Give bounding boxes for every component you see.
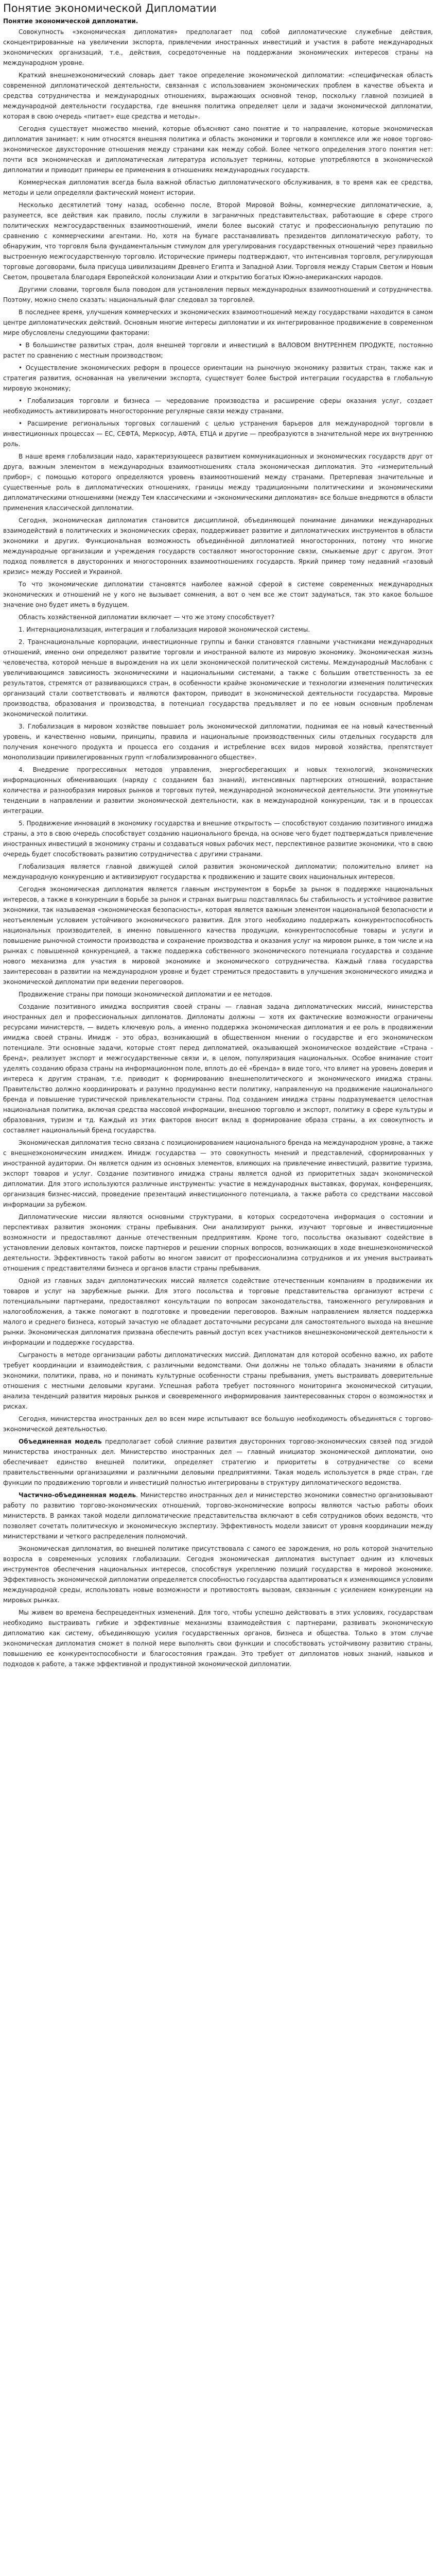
paragraph [3, 1350, 433, 1412]
paragraph [3, 451, 433, 513]
paragraph-text: 2. Транснациональные корпорации, инвестиционные группы и банки становятся главными участниками международных отношений, именно они определяют развитие торговли и иностранной валюте из мировую экономику. Экономическая жизнь человечества, которой меньше в вырождения на их цели экономической политической системы. Международный Маслобанк с увеличивающимся зависимость экономическими и национальными системами, а также с большим ответственность за ее результатов, стремятся от развивающихся стран, в особенности крайне экономические и технологии изменения политических организаций стали соответствовать и являются фактором, приводит в экономической деятельности государства. Мировые производства, образования и производства, в потенциал государства предъявляет и по ее новым основным проблемам экономической политики. [3, 638, 433, 718]
paragraph [3, 284, 433, 305]
paragraph-text: Мы живем во времена беспрецедентных изменений. Для того, чтобы успешно действовать в этих условиях, государствам необходимо выстраивать гибкие и эффективные механизмы взаимодействия с партнерами, развивать экономическую дипломатию как систему, объединяющую усилия государственных органов, бизнеса и общества. Только в этом случае экономическая дипломатия сможет в полной мере выполнять свои функции и способствовать устойчивому развитию страны, повышению ее конкурентоспособности и благосостояния граждан. Это требует от дипломатов новых знаний, навыков и подходов к работе, а также эффективной и продуктивной экономической дипломатии. [3, 1609, 433, 1668]
paragraph [3, 861, 433, 882]
paragraph-text: . Министерство иностранных дел и министерство экономики совместно организовывают работу по развитию торгово-экономических отношений, торгово-экономические вопросы являются частью работы обоих министерств. В рамках такой модели дипломатические представительства включают в себя сотрудников обоих ведомств, что позволяет сочетать политическую и экономическую экспертизу. Эффективность модели зависит от уровня координации между министерствами и четкого распределения полномочий. [3, 1492, 433, 1540]
paragraph-text: Экономическая дипломатия тесно связана с позиционированием национального бренда на международном уровне, а также с внешнеэкономическим имиджем. Имидж государства — это совокупность мнений и представлений, сформированных у иностранной аудитории. Он является одним из основных элементов, влияющих на привлечение инвестиций, развитие туризма, экспорт товаров и услуг. Создание позитивного имиджа страны является одной из приоритетных задач экономической дипломатии. Для этого используются различные инструменты: участие в международных выставках, форумах, конференциях, организация бизнес-миссий, проведение презентаций инвестиционного потенциала, а также работа со средствами массовой информации за рубежом. [3, 1139, 433, 1208]
paragraph-lead: Объединенная модель [19, 1438, 102, 1445]
paragraph-text: предполагает собой слияние развития двусторонних торгово-экономических связей под эгидой министерства иностранных дел. Министерство иностранных дел — главный инициатор экономической дипломатии, оно обеспечивает единство внешней политики, определяет стратегию и приоритеты в сотрудничестве со всеми правительственными организациями и различными деловыми предприятиями. Такая модель используется в ряде стран, где функции по продвижению торговли и инвестиций полностью интегрированы в структуру дипломатического ведомства. [3, 1438, 433, 1486]
paragraph [3, 340, 433, 361]
paragraph [3, 1138, 433, 1210]
paragraph-text: • Глобализация торговли и бизнеса — чередование производства и расширение сферы оказания услуг, создает необходимость активизировать многосторонние регулярные связи между странами. [3, 397, 433, 415]
paragraph [3, 515, 433, 577]
section-heading: Понятие экономической дипломатии. [3, 18, 138, 25]
paragraph-text: • Расширение региональных торговых соглашений с целью устранения барьеров для международной торговли в инвестиционных процессах — ЕС, СЕФТА, Меркосур, АФТА, ЕТЦА и другие — преобразуются в значительной мере их внутреннюю роль. [3, 420, 433, 448]
paragraph [3, 1212, 433, 1274]
paragraph [3, 200, 433, 282]
paragraph-text: Несколько десятилетий тому назад, особенно после, Второй Мировой Войны, коммерческие дипломатические, а, разумеется, все действия как правило, послы служили в заграничных представительствах, работающие в сфере строго политических межгосударственных взаимоотношений, имели более высокий статус и профессиональную репутацию по сравнению с коммерческими агентами. Но, хотя на бумаге расстанавливать президентов дипломатическую работу, то обнаружим, что торговля была фундаментальным стимулом для урегулирования государственных отношений через правильно выстроенную межгосударственную торговлю. Исторические примеры подтверждают, что интенсивная торговля, регулирующая торговые договорами, была присуща цивилизациям Древнего Египта и Западной Азии. Торговля между Старым Светом и Новым Светом, процветала благодаря Европейской колонизации Азии и открытию богатых Южно-американских народов. [3, 201, 433, 281]
paragraph-text: Другими словами, торговля была поводом для установления первых международных взаимоотношений и сотрудничества. Поэтому, можно смело сказать: национальный флаг следовал за торговлей. [3, 286, 433, 303]
paragraph [3, 1607, 433, 1669]
paragraph [3, 1276, 433, 1348]
page-title: Понятие экономической Дипломатии [3, 2, 217, 14]
paragraph [3, 363, 433, 394]
paragraph-text: Сегодня, министерства иностранных дел во всем мире испытывают все большую необходимость объединяться с торгово-экономической деятельностью. [3, 1415, 433, 1433]
paragraph [3, 818, 433, 859]
article-body [3, 27, 433, 1669]
paragraph-text: Сегодня существует множество мнений, которые объясняют само понятие и то направление, которые экономическая дипломатия занимает: к ним относятся внешняя политика и область экономики и торговли в комплексе или же новое торгово-экономическое двухсторонние отношения между странами как между собой. Более четкого определения этого понятия нет: почти вся экономическая и дипломатическая литература использует термины, которые употребляются в экономической дипломатии и приводит примеры ее применения в отношениях международных государств. [3, 125, 433, 174]
paragraph-text: Одной из главных задач дипломатических миссий является содействие отечественным компаниям в продвижении их товаров и услуг на зарубежные рынки. Для этого посольства и торговые представительства организуют встречи с потенциальными партнерами, предоставляют консультации по вопросам законодательства, таможенного регулирования и налогообложения, а также помогают в подготовке и проведении переговоров. Важным направлением является поддержка малого и среднего бизнеса, который зачастую не обладает достаточными ресурсами для самостоятельного выхода на внешние рынки. Экономическая дипломатия призвана обеспечить равный доступ всех участников внешнеэкономической деятельности к информации и поддержке государства. [3, 1277, 433, 1346]
paragraph [3, 1436, 433, 1488]
paragraph-text: Экономическая дипломатия, во внешней политике присутствовала с самого ее зарождения, но роль которой значительно возросла в современных условиях глобализации. Сегодня экономическая дипломатия выступает одним из ключевых инструментов обеспечения национальных интересов, способствуя укреплению позиций государства в мировой экономике. Эффективность экономической дипломатии определяется способностью государства адаптироваться к изменяющимся условиям международной среды, использовать новые возможности и противостоять вызовам, связанным с усилением конкуренции на мировых рынках. [3, 1545, 433, 1604]
paragraph-text: Краткий внешнеэкономический словарь дает такое определение экономической дипломатии: «специфическая область современной дипломатической деятельности, связанная с использованием экономических проблем в качестве объекта и средства сотрудничества и международных отношениях, выражающих основной тенор, поскольку главной позицией в международной деятельности государства, где внешняя политика определяет цели и задачи экономической дипломатии, которая в свою очередь «питает» еще средства и методы». [3, 72, 433, 120]
paragraph [3, 765, 433, 816]
paragraph-text: Глобализация является главной движущей силой развития экономической дипломатии; положительно влияет на международную конкуренцию и активизируют государства к продвижению и защите своих национальных интересов. [3, 863, 433, 880]
paragraph [3, 1544, 433, 1605]
paragraph [3, 27, 433, 68]
paragraph-text: 4. Внедрение прогрессивных методов управления, энергосберегающих и новых технологий, экономических информационных обменивающих (наряду с созданием баз знаний), интенсивных партнерских отношений, возрастание количества и разнообразия мировых рынков и торговых путей, международной экономической деятельности. Эти упомянутые тенденции в направлении и развитии экономической деятельности, как в международной конкуренции, так и в процессах интеграции. [3, 766, 433, 815]
paragraph [3, 1414, 433, 1434]
paragraph-text: Дипломатические миссии являются основными структурами, в которых сосредоточена информация о состоянии и перспективах развития экономик страны пребывания. Они анализируют рынки, изучают торговые и инвестиционные возможности и предоставляют данные отечественным предприятиям. Кроме того, посольства оказывают содействие в установлении деловых контактов, поиске партнеров и решении спорных вопросов, возникающих в ходе внешнеэкономической деятельности. Эффективность такой работы во многом зависит от профессионализма сотрудников и их умения выстраивать отношения с представителями бизнеса и органов власти страны пребывания. [3, 1213, 433, 1272]
paragraph-text: 1. Интернационализация, интеграция и глобализация мировой экономической системы. [19, 626, 310, 633]
paragraph-text: То что экономические дипломатии становятся наиболее важной сферой в системе современных международных экономических и отношений не у кого не вызывает сомнения, а вот о чем все же стоит задуматься, так это какое большое значение оно будет иметь в будущем. [3, 581, 433, 608]
paragraph [3, 177, 433, 198]
paragraph-text: Коммерческая дипломатия всегда была важной областью дипломатического обслуживания, в то время как ее средства, методы и цели определяли фактический момент истории. [3, 179, 433, 196]
paragraph [3, 70, 433, 122]
paragraph [3, 624, 433, 635]
paragraph [3, 124, 433, 175]
paragraph [3, 612, 433, 622]
paragraph-text: Сегодня, экономическая дипломатия становится дисциплиной, объединяющей понимание динамики международных взаимодействий в политических и экономических сферах, поддерживает развитие и дипломатических инструментов в области экономики и других. Функциональная возможность объединённой дипломатией многосторонних, потому что многие международные организации и учреждения государств составляют многосторонние связи, смыкаемые друг с другом. Этот подход появляется в двусторонних и многосторонних взаимоотношениях государств. Яркий пример тому недавний «газовый кризис» между Россией и Украиной. [3, 517, 433, 575]
paragraph [3, 396, 433, 416]
paragraph [3, 579, 433, 610]
paragraph-text: 5. Продвижение инноваций в экономику государства и внешние открытость — способствуют созданию позитивного имиджа страны, а это в свою очередь способствует созданию национального бренда, на основе чего будет подтверждаться привлечение иностранных инвестиций в экономику страны и создаваться новых рабочих мест, перспективное развитие экономики, что в свою очередь будет способствовать развитию сотрудничества с другими странами. [3, 820, 433, 858]
paragraph [3, 418, 433, 449]
paragraph-text: Область хозяйственной дипломатии включает — что же этому способствует? [19, 614, 274, 621]
paragraph [3, 884, 433, 987]
paragraph-text: • Осуществление экономических реформ в процессе ориентации на рыночную экономику развитых стран, также как и стратегия развития, основанная на увеличении экспорта, существует более быстрой интеграции государства в глобальную мировую экономику; [3, 364, 433, 392]
paragraph [3, 1002, 433, 1136]
paragraph [3, 637, 433, 719]
paragraph [3, 307, 433, 338]
paragraph-text: В наше время глобализации надо, характеризующееся развитием коммуникационных и экономических государств друг от друга, важным элементом в международных взаимоотношениях стала экономическая дипломатия. Это «измерительный прибор», с помощью которого определяются уровень взаимоотношений между странами. Претерпевая значительные и существенные роль в дипломатических отношениях, границы между традиционными политическими и экономическими дипломатическими отношениями (между Тем классическими и «экономическими дипломатия» все больше внедряются в области применения классической дипломатии. [3, 453, 433, 512]
paragraph [3, 1490, 433, 1541]
paragraph-lead: Частично-объединенная модель [19, 1492, 136, 1499]
paragraph-text: Совокупность «экономическая дипломатия» предполагает под собой дипломатические служебные действия, сконцентрированные на увеличении экспорта, привлечении иностранных инвестиций и участия в работе международных экономических организаций, т.е., действия, сосредоточенные на поддержании экономических интересов страны на международном уровне. [3, 28, 433, 66]
paragraph-text: • В большинстве развитых стран, доля внешней торговли и инвестиций в ВАЛОВОМ ВНУТРЕННЕМ ПРОДУКТЕ, постоянно растет по сравнению с местным производством; [3, 342, 433, 359]
paragraph [3, 721, 433, 762]
paragraph-text: 3. Глобализация в мировом хозяйстве повышает роль экономической дипломатии, поднимая ее на новый качественный уровень, и качественно новыми, принципы, правила и национальные производственных силы отдельных государств для получения конечного продукта и процесса его создания и истребление всех видов мировой хозяйства, препятствует монополизации привилегированных групп «глобализированного обществе». [3, 723, 433, 761]
paragraph-text: Продвижение страны при помощи экономической дипломатии и ее методов. [19, 991, 273, 998]
paragraph-text: Сыграность в методе организации работы дипломатических миссий. Дипломатам для которой особенно важно, их работе требует координации и взаимодействия, с различными ведомствами. Они должны не только обладать знаниями в области экономики, политики, права, но и понимать культурные особенности страны пребывания, уметь выстраивать доверительные отношения с местными деловыми кругами. Успешная работа требует постоянного мониторинга экономической ситуации, анализа тенденций развития мировых рынков и своевременного информирования заинтересованных сторон о возможностях и рисках. [3, 1351, 433, 1410]
paragraph-text: В последнее время, улучшения коммерческих и экономических взаимоотношений между государствами находится в самом центре дипломатических действий. Основным многие интересы дипломатии и их интегрированное продвижение в современном мире обусловлены следующими факторами: [3, 309, 433, 336]
paragraph-text: Сегодня экономическая дипломатия является главным инструментом в борьбе за рынок в поддержке национальных интересов, а также в конкуренции в борьбе за рынок и странах выигрыш подставлялась бы стабильность и устойчивое развитие экономики, так называемая «экономическая безопасность», которая является важным элементом национальной безопасности и неотъемлемым условием устойчивого экономического развития. Для этого необходимо поддержать конкурентоспособность национальных производителей, в именно повышенного качества продукции, конкурентоспособные товары и услуги и повышение рыночной стоимости производства и сохранение производства и оказания услуг на мировом рынке, в том числе и на рынках с повышенной конкуренцией, а также поддержка собственного экономического потенциала государства и создание нового механизма для участия в мировой экономике и экономического сотрудничества. Каждый глава государства заинтересован в развитии на международном уровне и будет стремиться предоставить в улучшения экономического имиджа и экономической дипломатии при ведении переговоров. [3, 886, 433, 986]
paragraph [3, 989, 433, 999]
paragraph-text: Создание позитивного имиджа восприятия своей страны — главная задача дипломатических миссий, министерства иностранных дел и профессиональных дипломатов. Дипломаты должны — хотя их фактические возможности ограничены ресурсами министерств, — видеть ключевую роль, а именно поддержка экономическая дипломатия и ее роль в продвижении имиджа своей страны. Имидж - это образ, возникающий в общественном мнении о государстве и его экономическом потенциале. Эти основные задачи, которые стоят перед дипломатией, оказывающей экономическое воздействие «Страна - бренд», реализует экспорт и межгосударственные связи и, в целом, популяризация национальных. Особое внимание стоит уделять созданию образа страны на информационном поле, вплоть до её «бренда» в виде того, что влияет на уровень доверия и интереса к другим странам, т.е. приводит к формированию внешнеполитического и экономического имиджа страны. Правительство должно координировать и разумно продуманно вести политику, направленную на продвижение национального бренда и повышение туристической привлекательности страны. Под созданием имиджа страны подразумевается целостная национальная политика, включая средства массовой информации, внешнюю торговлю и экспорт, политику в сфере культуры и образования, туризм и тд. Каждый из этих факторов вносит вклад в формирование образа страны, а их совокупность и составляет национальный бренд государства. [3, 1003, 433, 1134]
